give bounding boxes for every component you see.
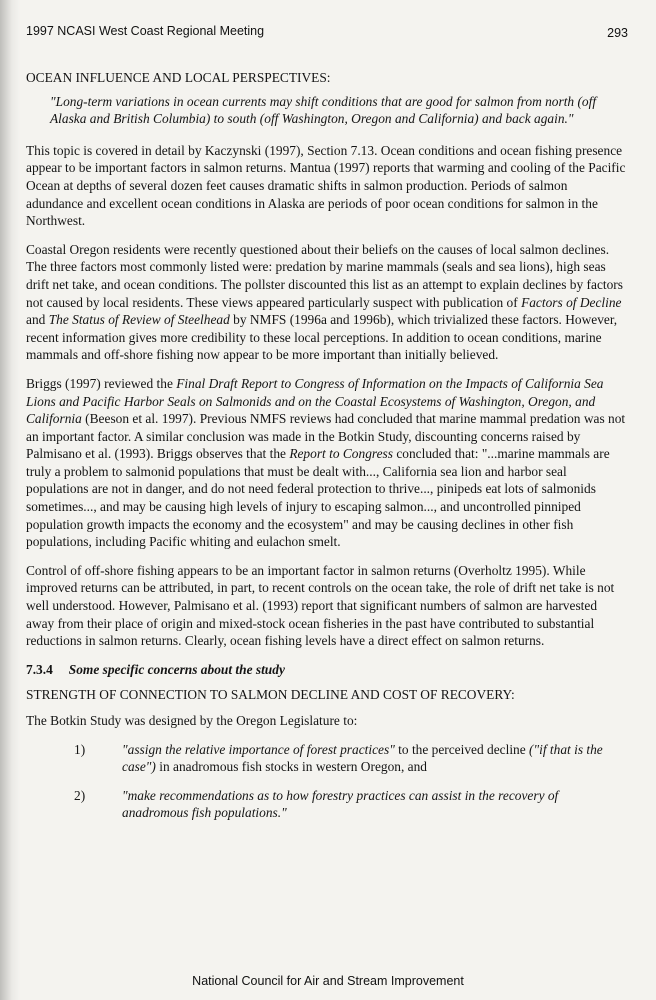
page-footer: National Council for Air and Stream Improvement xyxy=(192,974,464,988)
list-item-number: 2) xyxy=(74,787,86,803)
list-item-quote: "assign the relative importance of forest practices" xyxy=(122,741,395,757)
paragraph-3 xyxy=(26,375,626,551)
list-item xyxy=(26,741,626,776)
list-item-text xyxy=(122,787,626,822)
list-item-number: 1) xyxy=(74,741,86,757)
running-header-title: 1997 NCASI West Coast Regional Meeting xyxy=(26,24,265,38)
subsection-title: Some specific concerns about the study xyxy=(68,661,285,677)
paragraph-2-text-c: and xyxy=(26,312,49,328)
list-item-text xyxy=(122,741,626,776)
list-item-text-d: in anadromous fish stocks in western Oregon, and xyxy=(155,759,427,775)
strength-heading: STRENGTH OF CONNECTION TO SALMON DECLINE AND COST OF RECOVERY: xyxy=(26,687,515,703)
subsection-number: 7.3.4 xyxy=(26,661,53,677)
paragraph-3-text-e: concluded that: "...marine mammals are truly a problem to salmonid populations that must be dealt with..., California sea lion and harbor seal populations are not in danger, and do not need federal protection to thrive..., pinipeds eat lots of salmonids sometimes..., and may be causing high levels of injury to escaping salmon..., and uncontrolled pinniped population growth impacts the economy and the ecosystem" and may be causing declines in other fish populations, including Pacific whiting and eulachon smelt. xyxy=(26,446,610,550)
paragraph-2-text-e: by NMFS (1996a and 1996b), which trivialized these factors. However, recent information gives more credibility to these local perceptions. In addition to ocean conditions, marine mammals and off-shore fishing now appear to be more important than initially believed. xyxy=(26,312,618,363)
list-item-aside: ("if that is the case") xyxy=(122,741,603,775)
block-quote: "Long-term variations in ocean currents may shift conditions that are good for salmon from north (off Alaska and British Columbia) to south (off Washington, Oregon and California) and back again." xyxy=(50,93,597,127)
list-item-quote: "make recommendations as to how forestry practices can assist in the recovery of anadromous fish populations." xyxy=(122,787,559,821)
page-number: 293 xyxy=(607,26,628,40)
paragraph-3-text-c: (Beeson et al. 1997). Previous NMFS reviews had concluded that marine mammal predation was not an important factor. A similar conclusion was made in the Botkin Study, discounting concerns raised by Palmisano et al. (1993). Briggs observes that the xyxy=(26,411,626,462)
paragraph-2-title-steelhead: The Status of Review of Steelhead xyxy=(48,312,230,328)
intro-line: The Botkin Study was designed by the Oregon Legislature to: xyxy=(26,713,358,728)
paragraph-4: Control of off-shore fishing appears to be an important factor in salmon returns (Overholtz 1995). While improved returns can be attributed, in part, to recent controls on the ocean take, the role of drift net take is not well understood. However, Palmisano et al. (1993) report that significant numbers of salmon are harvested away from their place of origin and mixed-stock ocean fisheries in the past have contributed to substantial reductions in salmon returns. Clearly, ocean fishing levels have a direct effect on salmon returns. xyxy=(26,562,615,649)
section-heading: OCEAN INFLUENCE AND LOCAL PERSPECTIVES: xyxy=(26,70,331,85)
paragraph-2 xyxy=(26,241,626,364)
paragraph-2-title-factors: Factors of Decline xyxy=(521,294,622,310)
document-body xyxy=(26,69,626,833)
paragraph-3-title-congress: Report to Congress xyxy=(289,446,393,462)
list-item-text-b: to the perceived decline xyxy=(394,741,530,757)
paragraph-3-title-report: Final Draft Report to Congress of Information on the Impacts of California Sea Lions and Pacific Harbor Seals on Salmonids and on the Coastal Ecosystems of Washington, Oregon, and California xyxy=(26,375,604,427)
scan-edge-shadow xyxy=(0,0,20,1000)
subsection-heading xyxy=(26,661,626,679)
paragraph-2-text-a: Coastal Oregon residents were recently questioned about their beliefs on the causes of local salmon declines. The three factors most commonly listed were: predation by marine mammals (seals and sea lions), high seas drift net take, and ocean conditions. The pollster discounted this list as an attempt to explain declines by factors not caused by local residents. These views appeared particularly suspect with publication of xyxy=(26,241,623,310)
paragraph-1: This topic is covered in detail by Kaczynski (1997), Section 7.13. Ocean conditions and ocean fishing presence appear to be important factors in salmon returns. Mantua (1997) reports that warming and cooling of the Pacific Ocean at depths of several dozen feet causes dramatic shifts in salmon production. Periods of salmon adundance and excellent ocean conditions in Alaska are periods of poor ocean conditions for salmon in the Northwest. xyxy=(26,142,626,229)
paragraph-3-text-a: Briggs (1997) reviewed the xyxy=(26,375,177,391)
list-item xyxy=(26,787,626,822)
